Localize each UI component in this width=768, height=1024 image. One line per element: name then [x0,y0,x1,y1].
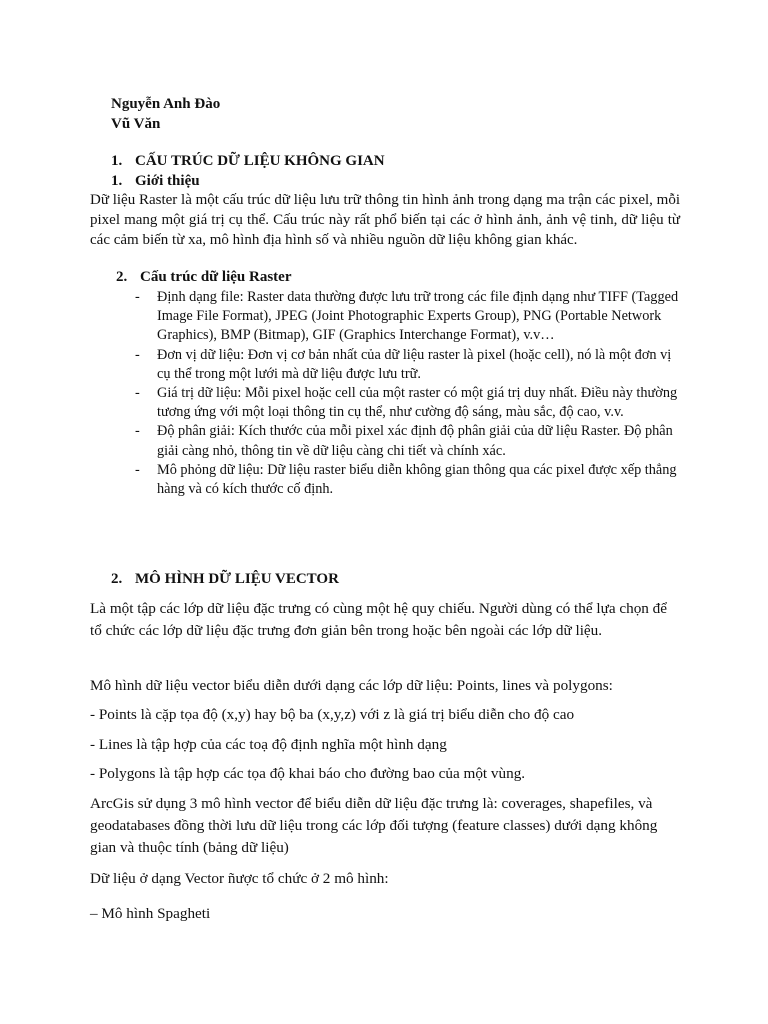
section-1-heading [111,151,385,171]
subsection-2-heading [116,267,292,287]
subsection-2-number: 2. [116,269,128,285]
subsection-1-title: Giới thiệu [135,173,200,189]
vector-paragraph: - Lines là tập hợp của các toạ độ định nghĩa một hình dạng [90,736,447,753]
list-item: - Độ phân giải: Kích thước của mỗi pixel xác định độ phân giải của dữ liệu Raster. Độ phân giải càng nhỏ, thông tin về dữ liệu càng chi tiết và chính xác. [133,422,681,460]
vector-paragraph: – Mô hình Spagheti [90,905,211,922]
raster-bullet-list [133,288,681,499]
author-block [111,94,220,134]
vector-paragraph: Dữ liệu ở dạng Vector ñược tổ chức ở 2 mô hình: [90,870,389,887]
list-item: - Mô phỏng dữ liệu: Dữ liệu raster biểu diễn không gian thông qua các pixel được xếp thẳng hàng và có kích thước cố định. [133,461,681,499]
vector-paragraph: ArcGis sử dụng 3 mô hình vector để biểu diễn dữ liệu đặc trưng là: coverages, shapefiles, và geodatabases đồng thời lưu dữ liệu trong các lớp đối tượng (feature classes) dưới dạng không gian và thuộc tính (bảng dữ liệu) [90,795,658,856]
section-2-number: 2. [111,571,123,587]
subsection-2-title: Cấu trúc dữ liệu Raster [140,269,292,285]
subsection-1-heading [111,171,200,191]
vector-paragraph: Mô hình dữ liệu vector biểu diễn dưới dạng các lớp dữ liệu: Points, lines và polygons: [90,677,613,694]
list-item: - Giá trị dữ liệu: Mỗi pixel hoặc cell của một raster có một giá trị duy nhất. Điều này thường tương ứng với một loại thông tin cụ thể, như cường độ sáng, màu sắc, độ cao, v.v. [133,384,681,422]
author-name: Nguyễn Anh Đào [111,96,221,112]
raster-intro-paragraph: Dữ liệu Raster là một cấu trúc dữ liệu lưu trữ thông tin hình ảnh trong dạng ma trận các pixel, mỗi pixel mang một giá trị cụ thể. Cấu trúc này rất phổ biến tại các ở hình ảnh, ảnh vệ tinh, dữ liệu từ các cảm biến từ xa, mô hình địa hình số và nhiều nguồn dữ liệu không gian khác. [90,192,680,248]
vector-paragraph: - Polygons là tập hợp các tọa độ khai báo cho đường bao của một vùng. [90,765,526,782]
section-2-title: MÔ HÌNH DỮ LIỆU VECTOR [135,571,339,587]
section-2-heading [111,569,339,589]
list-item: - Định dạng file: Raster data thường được lưu trữ trong các file định dạng như TIFF (Tagged Image File Format), JPEG (Joint Photographic Experts Group), PNG (Portable Network Graphics), BMP (Bitmap), GIF (Graphics Interchange Format), v.v… [133,288,681,346]
author-name: Vũ Văn [111,116,161,132]
vector-paragraph: - Points là cặp tọa độ (x,y) hay bộ ba (x,y,z) với z là giá trị biểu diễn cho độ cao [90,706,575,723]
list-item: - Đơn vị dữ liệu: Đơn vị cơ bản nhất của dữ liệu raster là pixel (hoặc cell), nó là một đơn vị cụ thể trong một lưới mà dữ liệu được lưu trữ. [133,346,681,384]
subsection-1-number: 1. [111,173,123,189]
vector-paragraph: Là một tập các lớp dữ liệu đặc trưng có cùng một hệ quy chiếu. Người dùng có thể lựa chọn để tổ chức các lớp dữ liệu đặc trưng đơn giản bên trong hoặc bên ngoài các lớp dữ liệu. [90,600,668,639]
section-1-number: 1. [111,153,123,169]
section-1-title: CẤU TRÚC DỮ LIỆU KHÔNG GIAN [135,153,385,169]
